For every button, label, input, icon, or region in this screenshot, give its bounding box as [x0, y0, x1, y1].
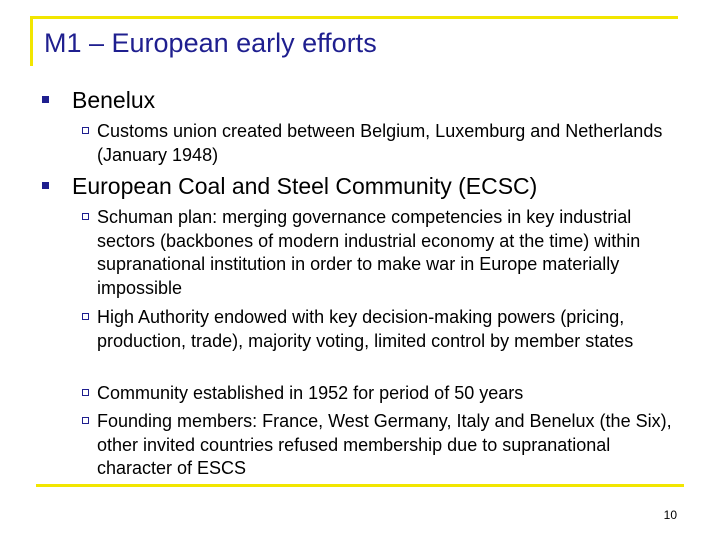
sub-bullet-text: Founding members: France, West Germany, Italy and Benelux (the Six), other invited countries refused membership due to supranational character of ESCS — [97, 411, 672, 478]
sub-bullet-schuman-plan — [82, 206, 682, 300]
page-number: 10 — [663, 508, 677, 522]
bullet-benelux — [42, 87, 155, 113]
hollow-square-bullet-icon — [82, 417, 89, 424]
sub-bullet-community-established — [82, 382, 682, 406]
slide-title: M1 – European early efforts — [44, 28, 377, 58]
sub-bullet-high-authority — [82, 306, 682, 353]
sub-bullet-text: High Authority endowed with key decision-making powers (pricing, production, trade), majority voting, limited control by member states — [97, 307, 634, 351]
hollow-square-bullet-icon — [82, 389, 89, 396]
footer-accent-bar — [36, 484, 684, 487]
hollow-square-bullet-icon — [82, 213, 89, 220]
sub-bullet-text: Community established in 1952 for period of 50 years — [97, 383, 524, 403]
title-accent-bar-top — [30, 16, 678, 19]
hollow-square-bullet-icon — [82, 313, 89, 320]
hollow-square-bullet-icon — [82, 127, 89, 134]
bullet-text: European Coal and Steel Community (ECSC) — [72, 173, 538, 199]
square-bullet-icon — [42, 96, 49, 103]
title-accent-bar-left — [30, 16, 33, 66]
sub-bullet-text: Schuman plan: merging governance competencies in key industrial sectors (backbones of modern industrial economy at the time) within supranational institution in order to make war in Europe materially impossible — [97, 207, 641, 298]
sub-bullet-founding-members — [82, 410, 682, 481]
sub-bullet-text: Customs union created between Belgium, Luxemburg and Netherlands (January 1948) — [97, 121, 663, 165]
sub-bullet-customs-union — [82, 120, 682, 167]
bullet-ecsc — [42, 173, 537, 199]
bullet-text: Benelux — [72, 87, 156, 113]
square-bullet-icon — [42, 182, 49, 189]
